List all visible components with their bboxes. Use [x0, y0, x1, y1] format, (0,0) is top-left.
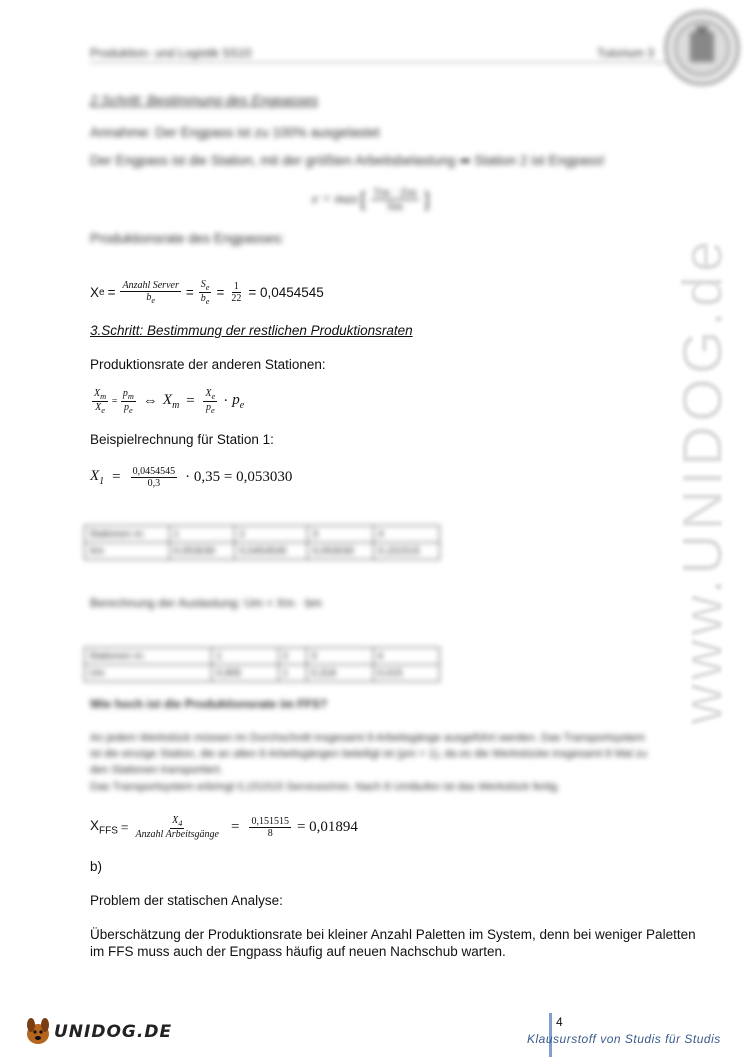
step2-bottleneck: Der Engpass ist die Station, mit der größten Arbeitsbelastung ➡ Station 2 ist Engpass! — [90, 153, 605, 168]
eq-sign: = — [107, 285, 116, 301]
table-row — [85, 665, 440, 682]
xffs-f2-num: 0,151515 — [251, 816, 289, 828]
table-cell: 0,053030 — [169, 543, 235, 560]
xffs-lhs-sub: FFS — [99, 825, 118, 837]
ratio-formula: $\frac{X_m}{X_e}$ = $\frac{p_m}{p_e}$ ⇔ $X_m$ = $\frac{X_e}{p_e}$ · $p_e$ — [94, 388, 245, 416]
xffs-formula: $X_{FFS}$ = $\frac{X_4}{\text{Anzahl Arbeitsgänge}}$ = $\frac{0,151515}{8}$ = 0,01894 — [90, 815, 358, 841]
table-cell: Stationen m: — [85, 648, 212, 665]
formula-num: Tm · Zm — [373, 185, 417, 199]
eq-sign: = — [216, 285, 225, 301]
table-cell: 2 — [278, 648, 306, 665]
table-cell: 1 — [212, 648, 278, 665]
table-cell: 3 — [307, 648, 373, 665]
table-cell: 1 — [169, 526, 235, 543]
f2-num-sub: e — [205, 283, 210, 292]
f1-den-sub: e — [151, 296, 156, 306]
table-row — [85, 526, 440, 543]
ffs-paragraph-2: Das Transportsystem erbringt 0,151515 Services/min. Nach 8 Umläufen ist das Werkstück fertig. — [90, 781, 560, 793]
f2-den: b — [200, 293, 206, 305]
table-cell: 2 — [235, 526, 308, 543]
part-b-line-1: Überschätzung der Produktionsrate bei kleiner Anzahl Paletten im System, denn bei weniger Paletten — [90, 927, 696, 942]
utilization-table — [84, 647, 440, 682]
f2-den-sub: e — [205, 297, 210, 307]
ffs-question: Wie hoch ist die Produktionsrate im FFS? — [90, 697, 328, 711]
xffs-result: = 0,01894 — [296, 819, 358, 836]
part-b-label: b) — [90, 859, 103, 874]
f1-den: b — [146, 292, 152, 304]
table-cell: Stationen m: — [85, 526, 170, 543]
ex-rest: · 0,35 = 0,053030 — [185, 469, 293, 485]
table-cell: 4 — [374, 526, 440, 543]
formula-den: Sm — [386, 199, 403, 214]
f1-num: Anzahl Server — [122, 280, 179, 292]
page-number: 4 — [556, 1015, 563, 1029]
xe-formula — [90, 279, 324, 306]
header-left: Produktion- und Logistik SS10 — [90, 46, 252, 60]
eq-sign: = — [185, 285, 194, 301]
f3-num: 1 — [233, 281, 239, 293]
table-cell: 0,0454545 — [235, 543, 308, 560]
equivalence-symbol: ⇔ — [142, 393, 158, 410]
ex-den: 0,3 — [147, 478, 161, 489]
ffs-paragraph-1: An jedem Werkstück müssen im Durchschnitt insgesamt 8 Arbeitsgänge ausgeführt werden. Das Transportsystem ist die einzige Station, die an allen 8 Arbeitsgängen beteiligt ist (pm = 1), da es die Werkstücke insgesamt 8 Mal zu den Stationen transportiert. — [90, 732, 648, 776]
step2-production-rate: Produktionsrate des Engpasses: — [90, 231, 285, 246]
production-rate-table — [84, 525, 440, 560]
ex-lhs-sub: 1 — [99, 476, 105, 487]
unidog-logo-text: UNIDOG.DE — [54, 1022, 173, 1042]
f3-den: 22 — [231, 293, 242, 305]
table-cell: 4 — [373, 648, 439, 665]
table-cell: 0,053030 — [308, 543, 374, 560]
utilization-heading: Berechnung der Auslastung: Um = Xm · bm — [90, 596, 322, 610]
f2-num: S — [200, 279, 206, 290]
xe-result: = 0,0454545 — [248, 285, 324, 301]
xffs-f1-num-sub: 4 — [178, 819, 183, 828]
step2-title: 2.Schritt: Bestimmung des Engpasses — [90, 93, 319, 108]
table-cell: 0,151515 — [374, 543, 440, 560]
table-cell: Xm — [85, 543, 170, 560]
part-b-heading: Problem der statischen Analyse: — [90, 893, 283, 908]
step3-title: 3.Schritt: Bestimmung der restlichen Produktionsraten — [90, 323, 413, 338]
step2-assumption: Annahme: Der Engpass ist zu 100% ausgelastet — [90, 125, 380, 140]
table-cell: 0,015 — [373, 665, 439, 682]
table-cell: 0,955 — [212, 665, 278, 682]
station1-formula: $X_1$ = $\frac{0,0454545}{0,3}$ · 0,35 = 0,053030 — [90, 466, 293, 489]
university-seal-icon — [664, 10, 740, 86]
table-row — [85, 648, 440, 665]
step3-example-label: Beispielrechnung für Station 1: — [90, 432, 274, 447]
xe-lhs-sub: e — [99, 287, 105, 299]
bottleneck-formula: e = max [ $\frac{Tm \cdot Zm}{Sm}$ ] — [312, 185, 430, 214]
ex-num: 0,0454545 — [132, 466, 176, 477]
ex-lhs: X — [90, 468, 100, 484]
xe-lhs: X — [90, 285, 100, 301]
step3-intro: Produktionsrate der anderen Stationen: — [90, 357, 326, 372]
header-right: Tutorium 3 — [597, 46, 654, 60]
formula-lhs: e = max — [312, 191, 358, 207]
table-cell: Um — [85, 665, 212, 682]
part-b-line-2: im FFS muss auch der Engpass häufig auf neuen Nachschub warten. — [90, 944, 506, 959]
footer-slogan: Klausurstoff von Studis für Studis — [527, 1032, 721, 1046]
table-cell: 3 — [308, 526, 374, 543]
xffs-f1-num: X — [172, 815, 179, 826]
xffs-f1-den: Anzahl Arbeitsgänge — [135, 829, 219, 841]
watermark: www.UNIDOG.de — [670, 236, 734, 725]
xffs-lhs: X — [90, 818, 100, 834]
xffs-f2-den: 8 — [267, 828, 273, 840]
header-divider — [90, 62, 670, 63]
table-cell: 1 — [278, 665, 306, 682]
table-cell: 0,318 — [307, 665, 373, 682]
table-row — [85, 543, 440, 560]
